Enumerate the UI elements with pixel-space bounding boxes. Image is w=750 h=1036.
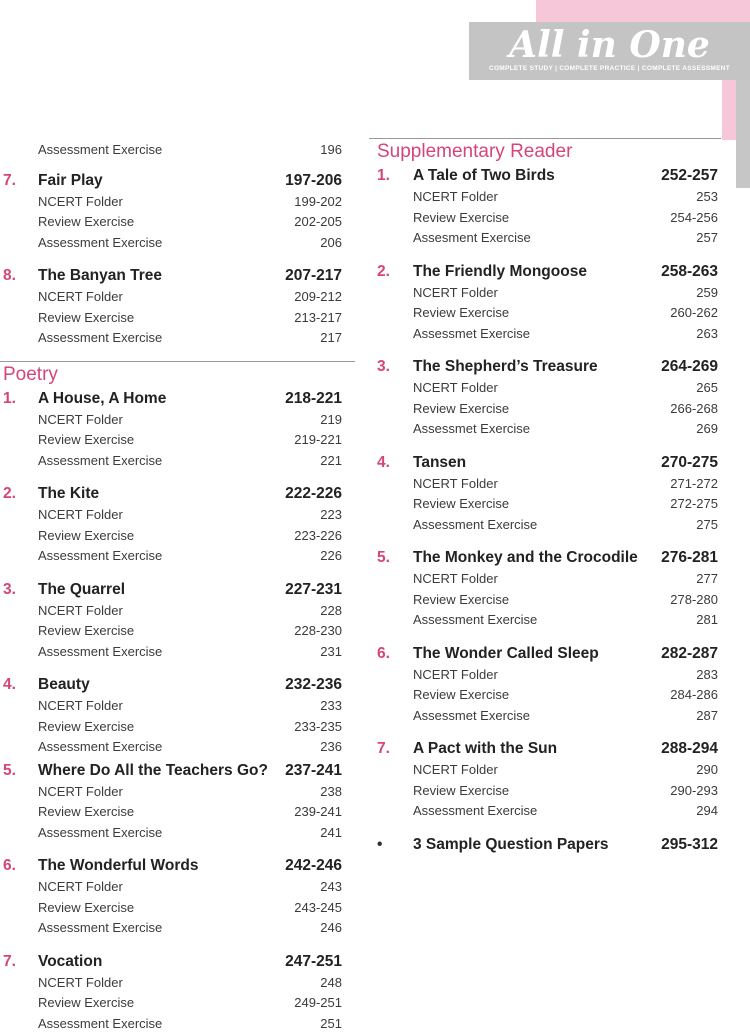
toc-chapter	[0, 579, 355, 663]
toc-chapter	[0, 951, 355, 1035]
toc-subitem-label: Review Exercise	[38, 309, 135, 325]
toc-subitem-pages: 213-217	[294, 309, 342, 325]
chapter-number: 8.	[3, 267, 16, 284]
chapter-pages: 237-241	[285, 761, 342, 779]
brand-logo-box	[469, 22, 750, 80]
toc-subitem-pages: 283	[696, 666, 718, 682]
toc-subitem-label: Assessment Exercise	[413, 612, 538, 627]
toc-subitem-pages: 241	[320, 824, 342, 840]
toc-subitem	[369, 324, 721, 345]
toc-subitem-label: Review Exercise	[38, 214, 135, 229]
toc-subitem	[0, 451, 355, 472]
toc-subitem-pages: 238	[320, 783, 342, 799]
chapter-pages: 242-246	[285, 857, 342, 874]
toc-subitem-label: NCERT Folder	[38, 507, 123, 522]
toc-chapter	[0, 674, 355, 758]
toc-subitem-pages: 223	[320, 507, 342, 522]
toc-subitem-pages: 246	[320, 920, 342, 935]
toc-subitem	[369, 283, 721, 304]
toc-subitem-label: Review Exercise	[38, 995, 135, 1010]
chapter-title: A Tale of Two Birds	[413, 167, 555, 184]
toc-chapter	[0, 855, 355, 939]
chapter-number: 6.	[377, 644, 390, 662]
toc-subitem	[0, 696, 355, 717]
toc-subitem-label: Review Exercise	[38, 623, 135, 638]
toc-subitem-pages: 287	[696, 707, 718, 723]
chapter-pages: 222-226	[285, 485, 342, 502]
toc-subitem-pages: 233-235	[294, 718, 342, 734]
chapter-title: The Quarrel	[38, 580, 125, 598]
toc-subitem	[0, 802, 355, 823]
chapter-title: Beauty	[38, 676, 90, 693]
toc-subitem-label: Review Exercise	[38, 432, 135, 447]
toc-subitem-label: Assessment Exercise	[38, 739, 163, 754]
toc-subitem-label: Assessment Exercise	[38, 234, 163, 250]
toc-subitem	[369, 569, 721, 590]
toc-subitem-pages: 290-293	[670, 782, 718, 798]
chapter-number: 5.	[3, 761, 16, 779]
toc-subitem	[369, 590, 721, 611]
toc-subitem	[369, 303, 721, 324]
toc-subitem	[369, 474, 721, 495]
toc-subitem-label: Assessmet Exercise	[413, 325, 531, 341]
toc-right-column	[369, 138, 721, 856]
toc-subitem-pages: 199-202	[294, 193, 342, 209]
toc-subitem-pages: 263	[696, 325, 718, 341]
chapter-pages: 207-217	[285, 267, 342, 284]
chapter-number: 2.	[3, 485, 16, 502]
toc-subitem-label: Assessment Exercise	[38, 920, 163, 935]
toc-subitem	[369, 801, 721, 822]
toc-chapter-heading	[0, 674, 355, 696]
toc-subitem-label: Assessment Exercise	[38, 142, 163, 157]
toc-subitem-label: Assesment Exercise	[413, 230, 531, 245]
toc-subitem-pages: 294	[696, 803, 718, 818]
toc-subitem-label: Review Exercise	[413, 591, 510, 607]
toc-subitem-pages: 259	[696, 284, 718, 300]
chapter-number: 5.	[377, 549, 390, 566]
chapter-pages: 232-236	[285, 676, 342, 693]
toc-chapter	[0, 483, 355, 567]
chapter-title: Fair Play	[38, 171, 103, 189]
toc-subitem-pages: 275	[696, 516, 718, 532]
toc-subitem	[0, 973, 355, 994]
toc-subitem-label: Assessment Exercise	[38, 1015, 163, 1031]
toc-subitem-pages: 281	[696, 612, 718, 627]
brand-side-tab-gray	[736, 80, 750, 188]
toc-chapter-heading	[369, 643, 721, 665]
toc-subitem	[0, 140, 355, 161]
toc-subitem	[369, 685, 721, 706]
toc-subitem	[0, 233, 355, 254]
toc-subitem	[0, 410, 355, 431]
chapter-pages: 247-251	[285, 952, 342, 970]
toc-subitem-pages: 206	[320, 234, 342, 250]
toc-subitem-label: Assessment Exercise	[38, 548, 163, 563]
toc-chapter	[369, 547, 721, 631]
toc-subitem-pages: 269	[696, 421, 718, 436]
chapter-title: The Kite	[38, 485, 100, 502]
toc-chapter	[369, 356, 721, 440]
section-heading-supplementary-reader: Supplementary Reader	[377, 141, 573, 162]
toc-subitem-label: Assessment Exercise	[413, 803, 538, 818]
toc-chapter-list	[369, 165, 721, 822]
toc-subitem-label: NCERT Folder	[413, 475, 498, 491]
sample-papers-title: 3 Sample Question Papers	[413, 835, 609, 853]
toc-chapter	[369, 738, 721, 822]
toc-subitem-pages: 219	[320, 411, 342, 427]
toc-subitem-pages: 254-256	[670, 209, 718, 225]
toc-subitem-label: Assessment Exercise	[38, 824, 163, 840]
toc-subitem-label: Review Exercise	[413, 496, 510, 511]
chapter-pages: 288-294	[661, 740, 718, 757]
chapter-pages: 264-269	[661, 358, 718, 375]
toc-subitem-label: Review Exercise	[38, 718, 135, 734]
chapter-pages: 270-275	[661, 453, 718, 471]
toc-subitem	[0, 737, 355, 758]
toc-subitem-pages: 260-262	[670, 305, 718, 320]
chapter-title: The Monkey and the Crocodile	[413, 549, 638, 566]
chapter-title: The Shepherd’s Treasure	[413, 358, 598, 375]
toc-chapter	[0, 388, 355, 472]
toc-subitem	[0, 505, 355, 526]
toc-chapter-heading	[369, 738, 721, 760]
toc-subitem-label: Review Exercise	[38, 804, 135, 819]
toc-subitem-pages: 228	[320, 602, 342, 618]
toc-subitem-pages: 251	[320, 1015, 342, 1031]
toc-chapter-heading	[369, 165, 721, 187]
toc-subitem-label: NCERT Folder	[38, 698, 123, 713]
toc-subitem	[0, 823, 355, 844]
toc-subitem-pages: 243-245	[294, 899, 342, 915]
toc-subitem-label: NCERT Folder	[38, 602, 123, 618]
chapter-title: The Friendly Mongoose	[413, 262, 587, 280]
toc-chapter	[0, 265, 355, 349]
toc-subitem-pages: 290	[696, 762, 718, 777]
toc-subitem-label: Review Exercise	[413, 400, 510, 416]
chapter-title: Where Do All the Teachers Go?	[38, 761, 268, 779]
toc-chapter-heading	[0, 388, 355, 410]
toc-subitem-pages: 221	[320, 452, 342, 468]
toc-subitem	[0, 717, 355, 738]
toc-chapter-heading	[369, 261, 721, 283]
toc-chapter	[0, 170, 355, 254]
toc-chapter-heading	[0, 855, 355, 877]
toc-subitem	[369, 610, 721, 631]
toc-subitem-pages: 233	[320, 698, 342, 713]
toc-subitem-label: Review Exercise	[413, 209, 510, 225]
toc-subitem-pages: 239-241	[294, 804, 342, 819]
toc-subitem	[0, 546, 355, 567]
toc-subitem-pages: 257	[696, 230, 718, 245]
toc-subitem-pages: 272-275	[670, 496, 718, 511]
toc-subitem	[369, 781, 721, 802]
toc-subitem-pages: 196	[320, 142, 342, 157]
toc-subitem	[0, 877, 355, 898]
chapter-number: 6.	[3, 857, 16, 874]
toc-subitem-label: NCERT Folder	[413, 571, 498, 586]
toc-subitem	[369, 399, 721, 420]
toc-chapter-list	[0, 388, 355, 1035]
brand-logo: All in One	[509, 24, 710, 66]
toc-chapter	[0, 760, 355, 844]
toc-subitem-label: NCERT Folder	[413, 380, 498, 395]
toc-subitem-label: Assessment Exercise	[38, 643, 163, 659]
toc-subitem	[0, 918, 355, 939]
chapter-pages: 252-257	[661, 167, 718, 184]
chapter-title: The Banyan Tree	[38, 267, 163, 284]
toc-subitem	[0, 642, 355, 663]
toc-subitem	[369, 494, 721, 515]
toc-chapter-heading	[0, 483, 355, 505]
toc-chapter-heading	[0, 760, 355, 782]
brand-tagline: COMPLETE STUDY | COMPLETE PRACTICE | COMPLETE ASSESSMENT	[488, 65, 731, 72]
toc-subitem-pages: 209-212	[294, 289, 342, 304]
toc-subitem	[369, 378, 721, 399]
chapter-number: 1.	[3, 389, 16, 407]
chapter-number: 1.	[377, 167, 390, 184]
toc-chapter-heading	[0, 265, 355, 287]
toc-subitem-pages: 226	[320, 548, 342, 563]
chapter-title: Vocation	[38, 952, 103, 970]
toc-subitem-pages: 223-226	[294, 527, 342, 543]
toc-subitem-label: NCERT Folder	[413, 284, 498, 300]
toc-subitem-label: NCERT Folder	[413, 762, 498, 777]
chapter-number: 7.	[3, 171, 16, 189]
toc-subitem-pages: 236	[320, 739, 342, 754]
toc-subitem-label: Review Exercise	[38, 527, 135, 543]
toc-subitem	[369, 706, 721, 727]
toc-subitem-label: NCERT Folder	[38, 974, 123, 990]
section-heading-poetry: Poetry	[3, 363, 58, 385]
bullet-icon: •	[377, 835, 383, 853]
toc-subitem-pages: 243	[320, 879, 342, 894]
toc-subitem-pages: 219-221	[294, 432, 342, 447]
toc-subitem-label: NCERT Folder	[413, 666, 498, 682]
toc-left-column	[0, 140, 355, 1036]
toc-chapter-heading	[0, 951, 355, 973]
toc-subitem-label: NCERT Folder	[38, 783, 123, 799]
chapter-number: 7.	[377, 740, 390, 757]
toc-subitem	[369, 228, 721, 249]
toc-subitem	[369, 665, 721, 686]
toc-subitem	[369, 515, 721, 536]
toc-chapter-list	[0, 170, 355, 349]
chapter-title: A Pact with the Sun	[413, 740, 558, 757]
chapter-pages: 282-287	[661, 644, 718, 662]
toc-subitem	[369, 419, 721, 440]
toc-chapter-heading	[369, 452, 721, 474]
chapter-title: Tansen	[413, 453, 467, 471]
toc-subitem-label: Assessmet Exercise	[413, 421, 531, 436]
chapter-number: 4.	[3, 676, 16, 693]
sample-papers-entry	[369, 834, 721, 856]
toc-subitem	[0, 430, 355, 451]
toc-subitem-label: Assessment Exercise	[413, 516, 538, 532]
toc-subitem	[0, 898, 355, 919]
toc-subitem-label: NCERT Folder	[38, 411, 123, 427]
toc-subitem-pages: 249-251	[294, 995, 342, 1010]
chapter-number: 3.	[3, 580, 16, 598]
toc-subitem-pages: 231	[320, 643, 342, 659]
brand-accent-bar	[536, 0, 750, 22]
chapter-title: The Wonderful Words	[38, 857, 199, 874]
chapter-pages: 197-206	[285, 171, 342, 189]
toc-subitem	[0, 192, 355, 213]
toc-subitem-label: Assessment Exercise	[38, 330, 163, 345]
toc-subitem-pages: 284-286	[670, 687, 718, 702]
toc-subitem	[0, 212, 355, 233]
toc-chapter	[369, 261, 721, 345]
toc-subitem-pages: 228-230	[294, 623, 342, 638]
toc-subitem-pages: 265	[696, 380, 718, 395]
sample-papers-pages: 295-312	[661, 835, 718, 853]
toc-subitem	[0, 308, 355, 329]
toc-subitem	[0, 782, 355, 803]
toc-subitem-pages: 278-280	[670, 591, 718, 607]
chapter-number: 7.	[3, 952, 16, 970]
toc-subitem-pages: 202-205	[294, 214, 342, 229]
chapter-pages: 218-221	[285, 389, 342, 407]
chapter-title: A House, A Home	[38, 389, 167, 407]
toc-subitem-label: NCERT Folder	[38, 289, 123, 304]
toc-subitem	[0, 1014, 355, 1035]
toc-subitem-label: Review Exercise	[38, 899, 135, 915]
toc-subitem-label: Review Exercise	[413, 782, 510, 798]
toc-subitem	[369, 208, 721, 229]
chapter-number: 4.	[377, 453, 390, 471]
toc-subitem-pages: 248	[320, 974, 342, 990]
toc-subitem	[0, 328, 355, 349]
toc-subitem-pages: 217	[320, 330, 342, 345]
chapter-title: The Wonder Called Sleep	[413, 644, 599, 662]
toc-chapter	[369, 165, 721, 249]
chapter-number: 3.	[377, 358, 390, 375]
chapter-pages: 276-281	[661, 549, 718, 566]
toc-subitem-label: Review Exercise	[413, 305, 510, 320]
toc-chapter-heading	[369, 356, 721, 378]
toc-subitem-pages: 266-268	[670, 400, 718, 416]
toc-subitem-pages: 277	[696, 571, 718, 586]
toc-subitem-label: NCERT Folder	[38, 879, 123, 894]
toc-subitem-pages: 271-272	[670, 475, 718, 491]
toc-subitem-label: Assessment Exercise	[38, 452, 163, 468]
toc-subitem	[369, 760, 721, 781]
toc-subitem-label: Review Exercise	[413, 687, 510, 702]
chapter-pages: 258-263	[661, 262, 718, 280]
toc-subitem	[0, 993, 355, 1014]
toc-subitem	[0, 287, 355, 308]
toc-chapter	[369, 452, 721, 536]
brand-side-tab-pink	[722, 80, 736, 140]
toc-chapter-heading	[369, 547, 721, 569]
chapter-pages: 227-231	[285, 580, 342, 598]
toc-subitem-label: NCERT Folder	[413, 189, 498, 204]
toc-chapter-heading	[0, 579, 355, 601]
toc-subitem	[0, 601, 355, 622]
toc-subitem	[0, 526, 355, 547]
toc-chapter	[369, 643, 721, 727]
chapter-number: 2.	[377, 262, 390, 280]
toc-subitem-pages: 253	[696, 189, 718, 204]
toc-subitem	[0, 621, 355, 642]
toc-subitem-label: NCERT Folder	[38, 193, 123, 209]
toc-chapter-heading	[0, 170, 355, 192]
toc-subitem	[369, 187, 721, 208]
toc-subitem-label: Assessmet Exercise	[413, 707, 531, 723]
